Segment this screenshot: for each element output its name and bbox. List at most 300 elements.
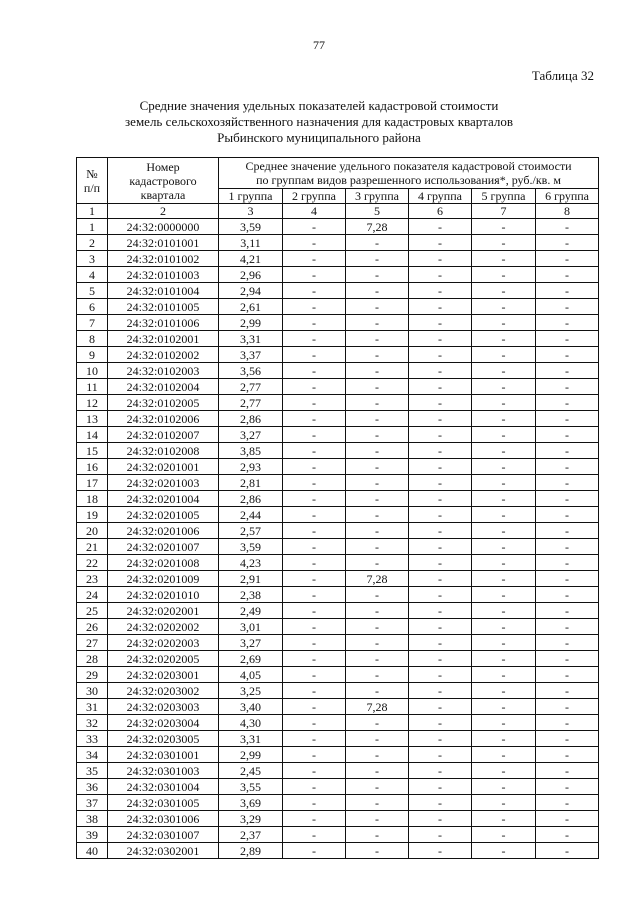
cadastral-number: 24:32:0101005	[108, 299, 219, 315]
group-6-value: -	[536, 283, 599, 299]
table-row	[77, 379, 599, 395]
group-3-value: -	[346, 603, 409, 619]
group-4-value: -	[409, 491, 472, 507]
row-index: 39	[77, 827, 108, 843]
table-row	[77, 315, 599, 331]
group-6-value: -	[536, 795, 599, 811]
table-row	[77, 731, 599, 747]
group-1-value: 2,86	[219, 411, 283, 427]
row-index: 27	[77, 635, 108, 651]
group-3-value: -	[346, 491, 409, 507]
group-1-value: 4,21	[219, 251, 283, 267]
group-5-value: -	[472, 427, 536, 443]
group-4-value: -	[409, 587, 472, 603]
cadastral-number: 24:32:0101006	[108, 315, 219, 331]
row-index: 3	[77, 251, 108, 267]
group-3-value: -	[346, 427, 409, 443]
group-2-value: -	[283, 459, 346, 475]
cadastral-number: 24:32:0301003	[108, 763, 219, 779]
group-2-value: -	[283, 715, 346, 731]
group-3-value: -	[346, 651, 409, 667]
group-2-value: -	[283, 379, 346, 395]
table-row	[77, 523, 599, 539]
row-index: 40	[77, 843, 108, 859]
header-text: квартала	[140, 187, 186, 202]
group-3-value: -	[346, 619, 409, 635]
cadastral-number: 24:32:0203002	[108, 683, 219, 699]
title-line: Рыбинского муниципального района	[217, 130, 421, 145]
group-1-value: 2,81	[219, 475, 283, 491]
group-5-value: -	[472, 363, 536, 379]
cadastral-number: 24:32:0102006	[108, 411, 219, 427]
table-row	[77, 619, 599, 635]
group-6-value: -	[536, 331, 599, 347]
group-6-value: -	[536, 843, 599, 859]
group-2-value: -	[283, 251, 346, 267]
group-4-value: -	[409, 603, 472, 619]
group-1-value: 2,57	[219, 523, 283, 539]
group-2-value: -	[283, 411, 346, 427]
group-1-value: 2,38	[219, 587, 283, 603]
group-4-value: -	[409, 299, 472, 315]
cadastral-number: 24:32:0202005	[108, 651, 219, 667]
table-row	[77, 795, 599, 811]
cadastral-number: 24:32:0301001	[108, 747, 219, 763]
group-2-value: -	[283, 731, 346, 747]
group-3-value: -	[346, 363, 409, 379]
row-index: 9	[77, 347, 108, 363]
group-2-value: -	[283, 763, 346, 779]
group-1-value: 2,94	[219, 283, 283, 299]
group-6-value: -	[536, 811, 599, 827]
table-row	[77, 587, 599, 603]
table-body	[77, 219, 599, 859]
group-2-value: -	[283, 843, 346, 859]
group-6-value: -	[536, 827, 599, 843]
header-cadastral-number	[108, 158, 219, 204]
group-2-value: -	[283, 555, 346, 571]
column-number: 6	[409, 204, 472, 219]
group-2-value: -	[283, 603, 346, 619]
group-2-value: -	[283, 523, 346, 539]
group-6-value: -	[536, 395, 599, 411]
table-row	[77, 811, 599, 827]
group-5-value: -	[472, 683, 536, 699]
row-index: 4	[77, 267, 108, 283]
column-number: 1	[77, 204, 108, 219]
cadastral-number: 24:32:0201005	[108, 507, 219, 523]
group-5-value: -	[472, 651, 536, 667]
row-index: 22	[77, 555, 108, 571]
table-row	[77, 363, 599, 379]
column-number: 5	[346, 204, 409, 219]
table-row	[77, 267, 599, 283]
row-index: 36	[77, 779, 108, 795]
group-2-value: -	[283, 683, 346, 699]
group-5-value: -	[472, 475, 536, 491]
group-3-value: -	[346, 667, 409, 683]
row-index: 34	[77, 747, 108, 763]
group-2-value: -	[283, 315, 346, 331]
header-group: 4 группа	[409, 189, 472, 204]
group-6-value: -	[536, 411, 599, 427]
header-text: Номер	[146, 159, 180, 174]
group-1-value: 3,27	[219, 427, 283, 443]
group-5-value: -	[472, 539, 536, 555]
cadastral-number: 24:32:0201006	[108, 523, 219, 539]
row-index: 17	[77, 475, 108, 491]
table-row	[77, 827, 599, 843]
group-5-value: -	[472, 299, 536, 315]
group-2-value: -	[283, 475, 346, 491]
cadastral-number: 24:32:0102004	[108, 379, 219, 395]
row-index: 35	[77, 763, 108, 779]
group-2-value: -	[283, 539, 346, 555]
row-index: 12	[77, 395, 108, 411]
cadastral-number: 24:32:0201009	[108, 571, 219, 587]
group-3-value: -	[346, 507, 409, 523]
row-index: 13	[77, 411, 108, 427]
group-5-value: -	[472, 843, 536, 859]
column-number: 2	[108, 204, 219, 219]
group-2-value: -	[283, 667, 346, 683]
table-row	[77, 651, 599, 667]
table-row	[77, 299, 599, 315]
group-5-value: -	[472, 795, 536, 811]
table-row	[77, 779, 599, 795]
group-5-value: -	[472, 347, 536, 363]
group-5-value: -	[472, 571, 536, 587]
row-index: 23	[77, 571, 108, 587]
group-1-value: 2,61	[219, 299, 283, 315]
group-2-value: -	[283, 395, 346, 411]
group-2-value: -	[283, 427, 346, 443]
table-row	[77, 347, 599, 363]
group-3-value: -	[346, 379, 409, 395]
group-6-value: -	[536, 683, 599, 699]
group-4-value: -	[409, 411, 472, 427]
table-row	[77, 635, 599, 651]
group-1-value: 3,31	[219, 731, 283, 747]
group-1-value: 2,77	[219, 395, 283, 411]
table-title	[0, 98, 638, 146]
group-2-value: -	[283, 491, 346, 507]
group-6-value: -	[536, 235, 599, 251]
cadastral-number: 24:32:0101004	[108, 283, 219, 299]
group-4-value: -	[409, 635, 472, 651]
group-1-value: 3,55	[219, 779, 283, 795]
group-4-value: -	[409, 251, 472, 267]
group-1-value: 2,69	[219, 651, 283, 667]
group-4-value: -	[409, 651, 472, 667]
group-2-value: -	[283, 571, 346, 587]
group-4-value: -	[409, 347, 472, 363]
group-3-value: -	[346, 283, 409, 299]
cadastral-number: 24:32:0301007	[108, 827, 219, 843]
group-5-value: -	[472, 667, 536, 683]
cadastral-number: 24:32:0203005	[108, 731, 219, 747]
group-1-value: 3,59	[219, 539, 283, 555]
group-4-value: -	[409, 395, 472, 411]
cadastral-number: 24:32:0301006	[108, 811, 219, 827]
header-text: п/п	[83, 180, 101, 195]
group-1-value: 2,77	[219, 379, 283, 395]
group-3-value: -	[346, 315, 409, 331]
group-1-value: 2,96	[219, 267, 283, 283]
group-3-value: -	[346, 555, 409, 571]
cadastral-number: 24:32:0203003	[108, 699, 219, 715]
group-6-value: -	[536, 555, 599, 571]
cadastral-number: 24:32:0102002	[108, 347, 219, 363]
row-index: 28	[77, 651, 108, 667]
group-4-value: -	[409, 619, 472, 635]
cadastral-number: 24:32:0301005	[108, 795, 219, 811]
table-row	[77, 507, 599, 523]
table-row	[77, 763, 599, 779]
group-1-value: 4,23	[219, 555, 283, 571]
row-index: 29	[77, 667, 108, 683]
header-group: 3 группа	[346, 189, 409, 204]
group-3-value: 7,28	[346, 699, 409, 715]
group-4-value: -	[409, 843, 472, 859]
group-2-value: -	[283, 635, 346, 651]
group-6-value: -	[536, 651, 599, 667]
cadastral-number: 24:32:0301004	[108, 779, 219, 795]
group-3-value: -	[346, 347, 409, 363]
row-index: 31	[77, 699, 108, 715]
group-6-value: -	[536, 267, 599, 283]
group-5-value: -	[472, 731, 536, 747]
column-number: 4	[283, 204, 346, 219]
group-4-value: -	[409, 731, 472, 747]
group-4-value: -	[409, 235, 472, 251]
cadastral-number: 24:32:0203001	[108, 667, 219, 683]
group-3-value: 7,28	[346, 219, 409, 235]
group-4-value: -	[409, 507, 472, 523]
group-4-value: -	[409, 267, 472, 283]
group-5-value: -	[472, 443, 536, 459]
group-6-value: -	[536, 475, 599, 491]
group-4-value: -	[409, 555, 472, 571]
group-6-value: -	[536, 379, 599, 395]
group-4-value: -	[409, 379, 472, 395]
group-6-value: -	[536, 315, 599, 331]
group-5-value: -	[472, 491, 536, 507]
group-5-value: -	[472, 635, 536, 651]
group-4-value: -	[409, 475, 472, 491]
group-6-value: -	[536, 363, 599, 379]
table-row	[77, 667, 599, 683]
group-3-value: -	[346, 459, 409, 475]
group-6-value: -	[536, 587, 599, 603]
group-1-value: 3,27	[219, 635, 283, 651]
group-5-value: -	[472, 267, 536, 283]
group-5-value: -	[472, 699, 536, 715]
group-1-value: 3,11	[219, 235, 283, 251]
group-1-value: 3,29	[219, 811, 283, 827]
header-text: Среднее значение удельного показателя кадастровой стоимости	[245, 159, 572, 173]
group-5-value: -	[472, 315, 536, 331]
cadastral-number: 24:32:0102001	[108, 331, 219, 347]
row-index: 15	[77, 443, 108, 459]
header-group: 6 группа	[536, 189, 599, 204]
row-index: 16	[77, 459, 108, 475]
group-6-value: -	[536, 731, 599, 747]
table-row	[77, 491, 599, 507]
table-row	[77, 427, 599, 443]
row-index: 2	[77, 235, 108, 251]
group-5-value: -	[472, 827, 536, 843]
cadastral-number: 24:32:0102003	[108, 363, 219, 379]
group-3-value: -	[346, 731, 409, 747]
cadastral-number: 24:32:0000000	[108, 219, 219, 235]
group-2-value: -	[283, 779, 346, 795]
group-4-value: -	[409, 667, 472, 683]
group-1-value: 3,69	[219, 795, 283, 811]
group-4-value: -	[409, 747, 472, 763]
cadastral-number: 24:32:0201003	[108, 475, 219, 491]
group-5-value: -	[472, 507, 536, 523]
group-2-value: -	[283, 699, 346, 715]
row-index: 10	[77, 363, 108, 379]
group-2-value: -	[283, 363, 346, 379]
group-6-value: -	[536, 747, 599, 763]
table-row	[77, 475, 599, 491]
table-row	[77, 715, 599, 731]
group-4-value: -	[409, 443, 472, 459]
group-5-value: -	[472, 251, 536, 267]
cadastral-number: 24:32:0102005	[108, 395, 219, 411]
group-3-value: -	[346, 267, 409, 283]
header-text: кадастрового	[129, 173, 197, 188]
group-4-value: -	[409, 779, 472, 795]
group-3-value: -	[346, 779, 409, 795]
cadastral-number: 24:32:0102008	[108, 443, 219, 459]
group-6-value: -	[536, 571, 599, 587]
group-2-value: -	[283, 619, 346, 635]
group-3-value: -	[346, 395, 409, 411]
group-5-value: -	[472, 411, 536, 427]
group-5-value: -	[472, 779, 536, 795]
row-index: 30	[77, 683, 108, 699]
group-5-value: -	[472, 603, 536, 619]
group-3-value: -	[346, 587, 409, 603]
group-3-value: -	[346, 811, 409, 827]
group-5-value: -	[472, 459, 536, 475]
group-1-value: 2,99	[219, 747, 283, 763]
table-row	[77, 251, 599, 267]
table-row	[77, 555, 599, 571]
group-6-value: -	[536, 427, 599, 443]
group-4-value: -	[409, 539, 472, 555]
group-3-value: -	[346, 763, 409, 779]
group-6-value: -	[536, 779, 599, 795]
group-1-value: 2,91	[219, 571, 283, 587]
row-index: 20	[77, 523, 108, 539]
group-1-value: 3,40	[219, 699, 283, 715]
row-index: 26	[77, 619, 108, 635]
cadastral-number: 24:32:0201004	[108, 491, 219, 507]
group-2-value: -	[283, 299, 346, 315]
cadastral-number: 24:32:0202001	[108, 603, 219, 619]
cadastral-number: 24:32:0302001	[108, 843, 219, 859]
table-row	[77, 699, 599, 715]
group-3-value: -	[346, 235, 409, 251]
group-3-value: -	[346, 715, 409, 731]
group-3-value: -	[346, 539, 409, 555]
group-3-value: -	[346, 827, 409, 843]
cadastral-number: 24:32:0201001	[108, 459, 219, 475]
group-6-value: -	[536, 507, 599, 523]
header-average-value	[219, 158, 599, 189]
row-index: 21	[77, 539, 108, 555]
header-text: по группам видов разрешенного использования*, руб./кв. м	[256, 173, 561, 187]
table-row	[77, 603, 599, 619]
row-index: 5	[77, 283, 108, 299]
group-6-value: -	[536, 347, 599, 363]
group-5-value: -	[472, 555, 536, 571]
group-2-value: -	[283, 283, 346, 299]
group-1-value: 4,05	[219, 667, 283, 683]
group-3-value: -	[346, 683, 409, 699]
group-4-value: -	[409, 523, 472, 539]
group-6-value: -	[536, 539, 599, 555]
group-2-value: -	[283, 507, 346, 523]
row-index: 33	[77, 731, 108, 747]
group-5-value: -	[472, 331, 536, 347]
group-5-value: -	[472, 811, 536, 827]
group-4-value: -	[409, 811, 472, 827]
group-4-value: -	[409, 427, 472, 443]
table-row	[77, 571, 599, 587]
group-2-value: -	[283, 443, 346, 459]
group-6-value: -	[536, 251, 599, 267]
group-3-value: -	[346, 331, 409, 347]
table-row	[77, 459, 599, 475]
group-2-value: -	[283, 747, 346, 763]
group-5-value: -	[472, 619, 536, 635]
group-4-value: -	[409, 763, 472, 779]
group-2-value: -	[283, 347, 346, 363]
group-1-value: 3,01	[219, 619, 283, 635]
row-index: 1	[77, 219, 108, 235]
group-3-value: -	[346, 843, 409, 859]
group-2-value: -	[283, 587, 346, 603]
group-4-value: -	[409, 699, 472, 715]
table-row	[77, 283, 599, 299]
group-2-value: -	[283, 235, 346, 251]
table-row	[77, 235, 599, 251]
table-row	[77, 683, 599, 699]
group-6-value: -	[536, 523, 599, 539]
table-row	[77, 411, 599, 427]
header-text: №	[86, 166, 98, 181]
group-5-value: -	[472, 763, 536, 779]
group-2-value: -	[283, 219, 346, 235]
group-6-value: -	[536, 603, 599, 619]
group-2-value: -	[283, 651, 346, 667]
row-index: 14	[77, 427, 108, 443]
cadastral-number: 24:32:0101001	[108, 235, 219, 251]
column-number: 7	[472, 204, 536, 219]
group-5-value: -	[472, 235, 536, 251]
group-4-value: -	[409, 283, 472, 299]
row-index: 32	[77, 715, 108, 731]
group-1-value: 2,49	[219, 603, 283, 619]
group-1-value: 3,85	[219, 443, 283, 459]
group-3-value: -	[346, 747, 409, 763]
group-3-value: -	[346, 299, 409, 315]
